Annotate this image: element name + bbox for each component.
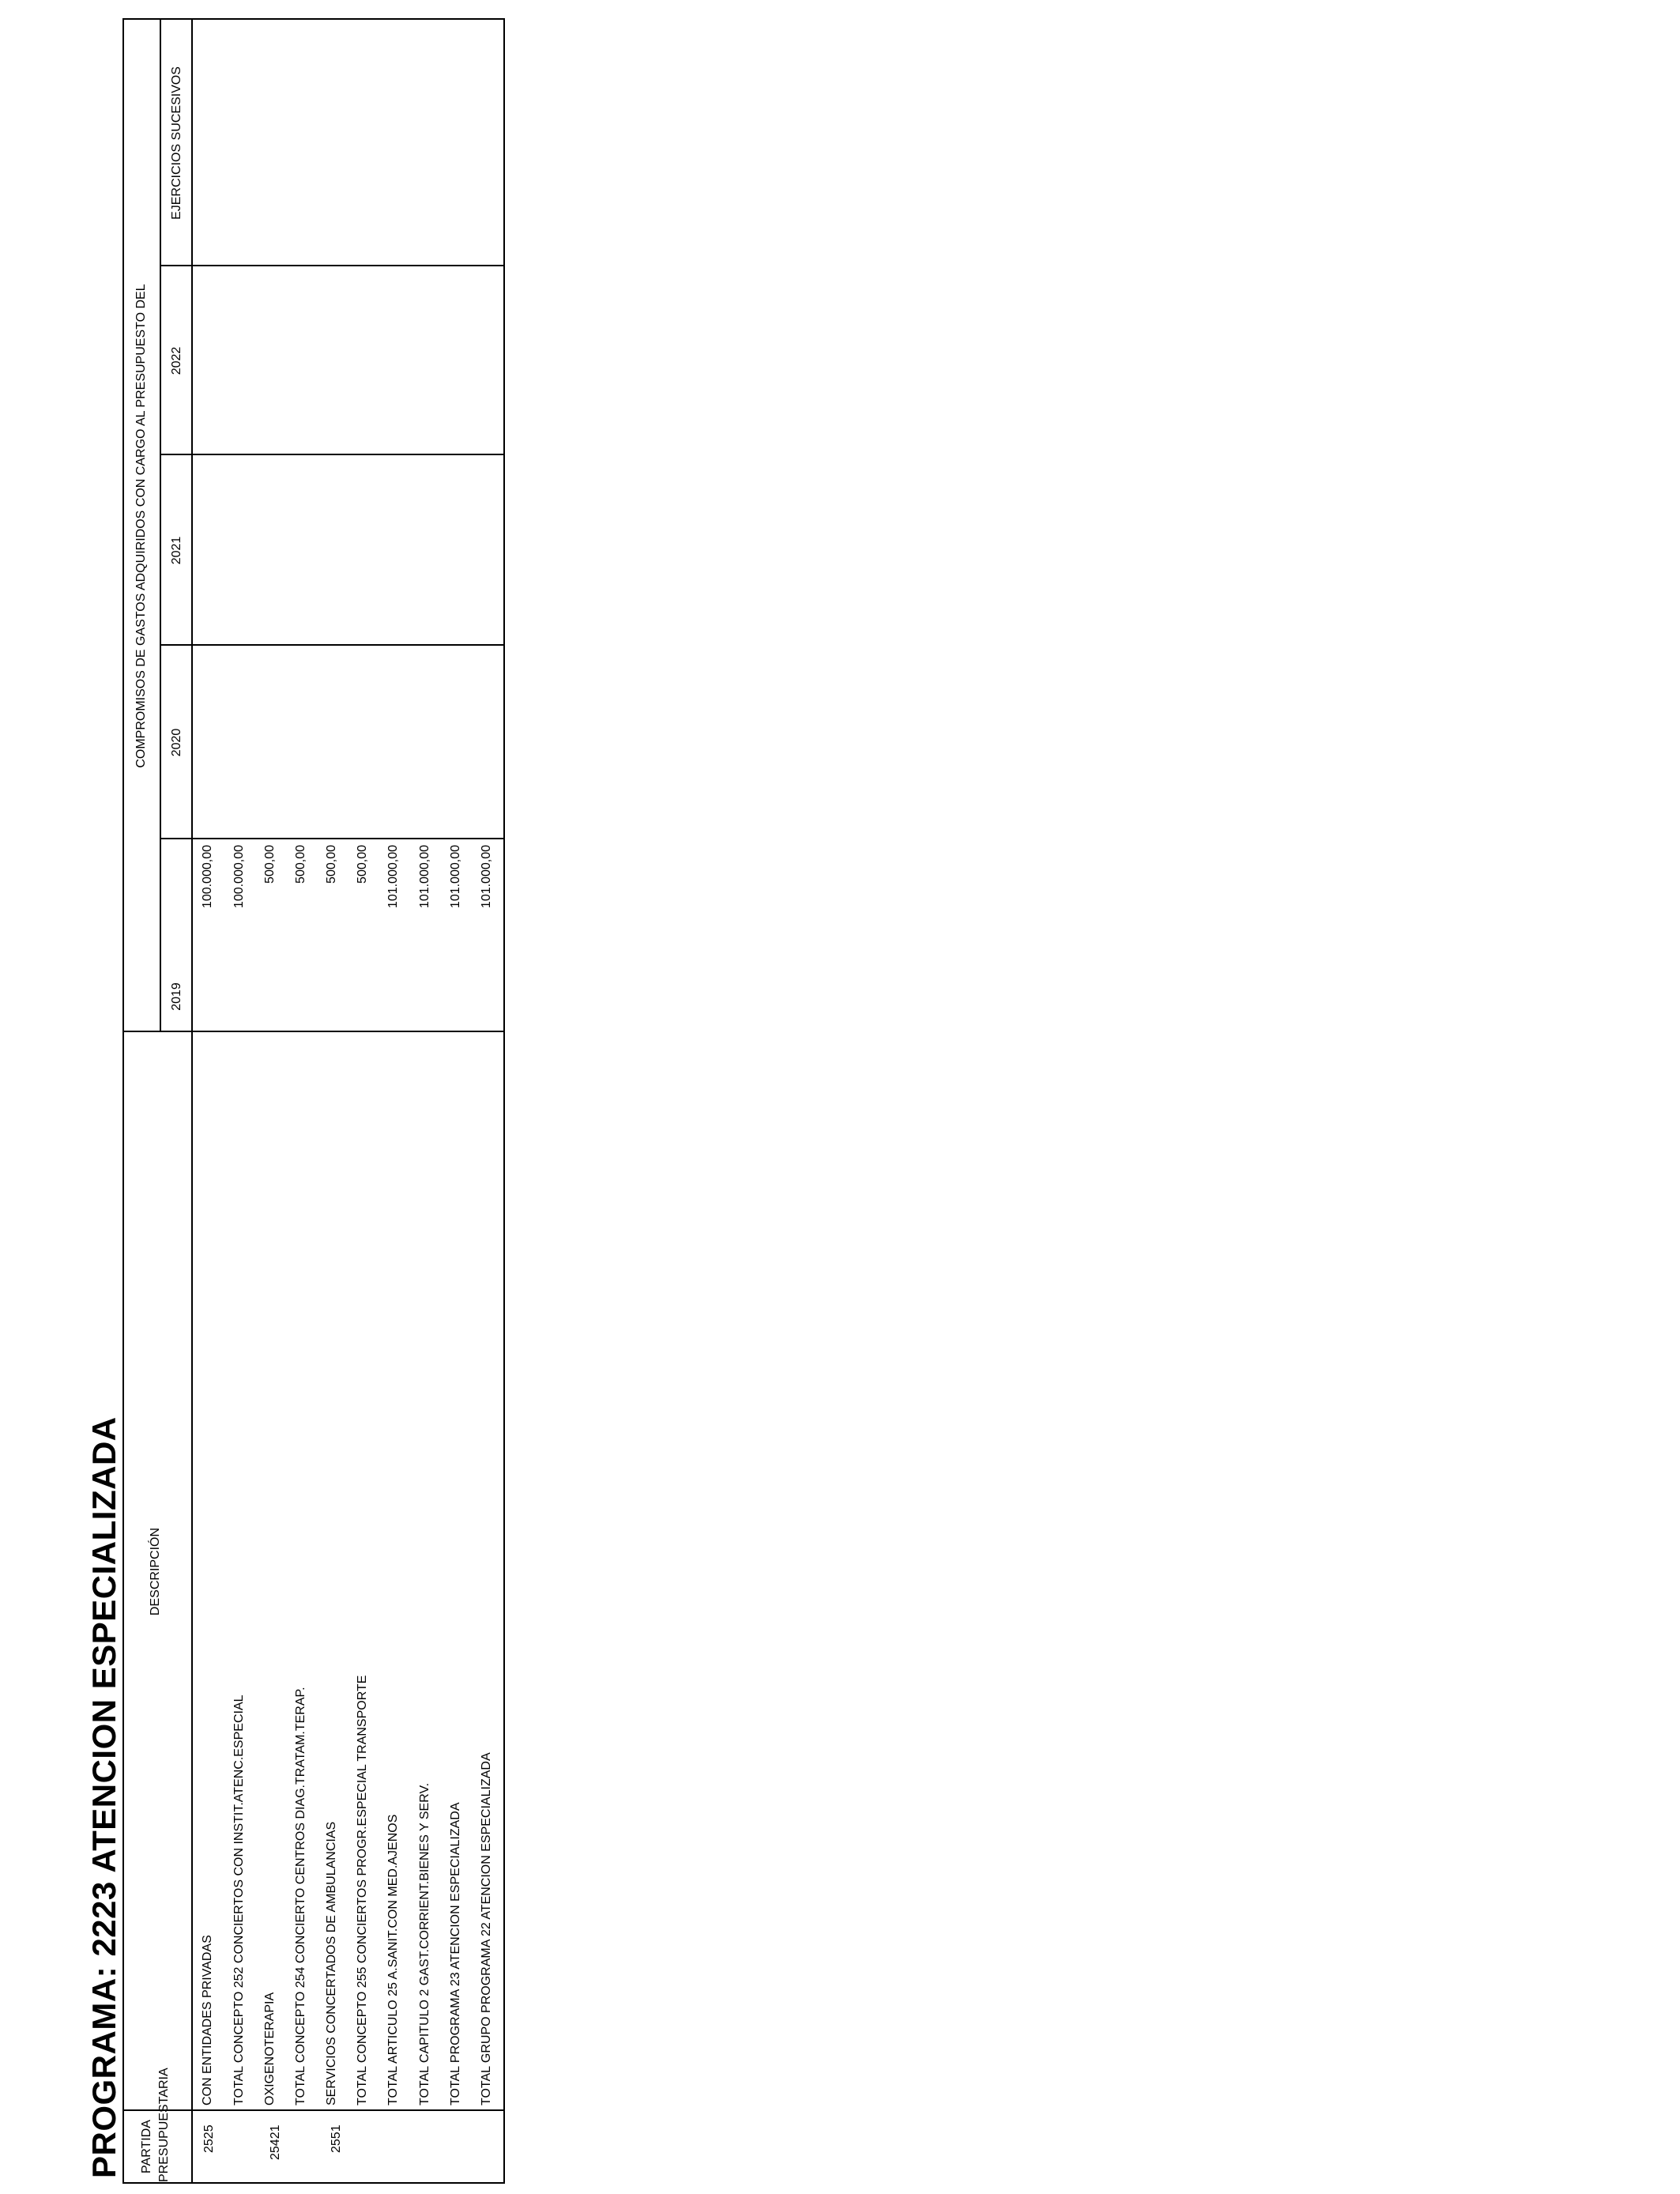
row-description: TOTAL CONCEPTO 252 CONCIERTOS CON INSTIT.ATENC.ESPECIAL (232, 1695, 246, 2105)
row-amount-2019: 500,00 (263, 845, 277, 884)
divider-2021 (161, 454, 503, 455)
header-year-2020: 2020 (170, 728, 183, 757)
header-descripcion: DESCRIPCIÓN (149, 1527, 162, 1616)
row-amount-2019: 101.000,00 (386, 845, 400, 909)
row-amount-2019: 100.000,00 (232, 845, 246, 909)
page-title: PROGRAMA: 2223 ATENCION ESPECIALIZADA (85, 1416, 122, 2178)
header-bottom-line (191, 20, 193, 2182)
row-description: CON ENTIDADES PRIVADAS (201, 1935, 214, 2105)
row-description: OXIGENOTERAPIA (263, 1992, 277, 2105)
header-year-2021: 2021 (170, 536, 183, 565)
divider-2020 (161, 644, 503, 646)
row-amount-2019: 100.000,00 (201, 845, 214, 909)
header-ejercicios-sucesivos: EJERCICIOS SUCESIVOS (170, 66, 183, 220)
row-amount-2019: 500,00 (294, 845, 307, 884)
row-code: 2551 (330, 2124, 343, 2153)
divider-2019 (161, 838, 503, 839)
row-amount-2019: 101.000,00 (480, 845, 493, 909)
row-description: TOTAL PROGRAMA 23 ATENCION ESPECIALIZADA (449, 1802, 462, 2105)
header-partida-line2: PRESUPUESTARIA (157, 2068, 171, 2182)
row-description: SERVICIOS CONCERTADOS DE AMBULANCIAS (325, 1821, 338, 2105)
row-code: 2525 (202, 2124, 216, 2153)
header-partida-line1: PARTIDA (140, 2120, 153, 2173)
divider-2022 (161, 265, 503, 266)
row-description: TOTAL ARTICULO 25 A.SANIT.CON MED.AJENOS (386, 1814, 400, 2105)
row-description: TOTAL CAPITULO 2 GAST.CORRIENT.BIENES Y SERV. (418, 1782, 431, 2105)
row-amount-2019: 101.000,00 (418, 845, 431, 909)
row-description: TOTAL GRUPO PROGRAMA 22 ATENCION ESPECIALIZADA (480, 1752, 493, 2105)
row-code: 25421 (269, 2124, 282, 2160)
header-subline (160, 20, 161, 1032)
header-year-2022: 2022 (170, 346, 183, 375)
header-compromisos: COMPROMISOS DE GASTOS ADQUIRIDOS CON CARGO AL PRESUPUESTO DEL (134, 284, 148, 768)
row-amount-2019: 500,00 (356, 845, 369, 884)
row-description: TOTAL CONCEPTO 254 CONCIERTO CENTROS DIAG.TRATAM.TERAP. (294, 1687, 307, 2105)
budget-table (122, 18, 505, 2184)
header-year-2019: 2019 (170, 982, 183, 1011)
row-amount-2019: 500,00 (325, 845, 338, 884)
divider-partida (124, 2109, 503, 2111)
row-amount-2019: 101.000,00 (449, 845, 462, 909)
row-description: TOTAL CONCEPTO 255 CONCIERTOS PROGR.ESPECIAL TRANSPORTE (356, 1675, 369, 2105)
